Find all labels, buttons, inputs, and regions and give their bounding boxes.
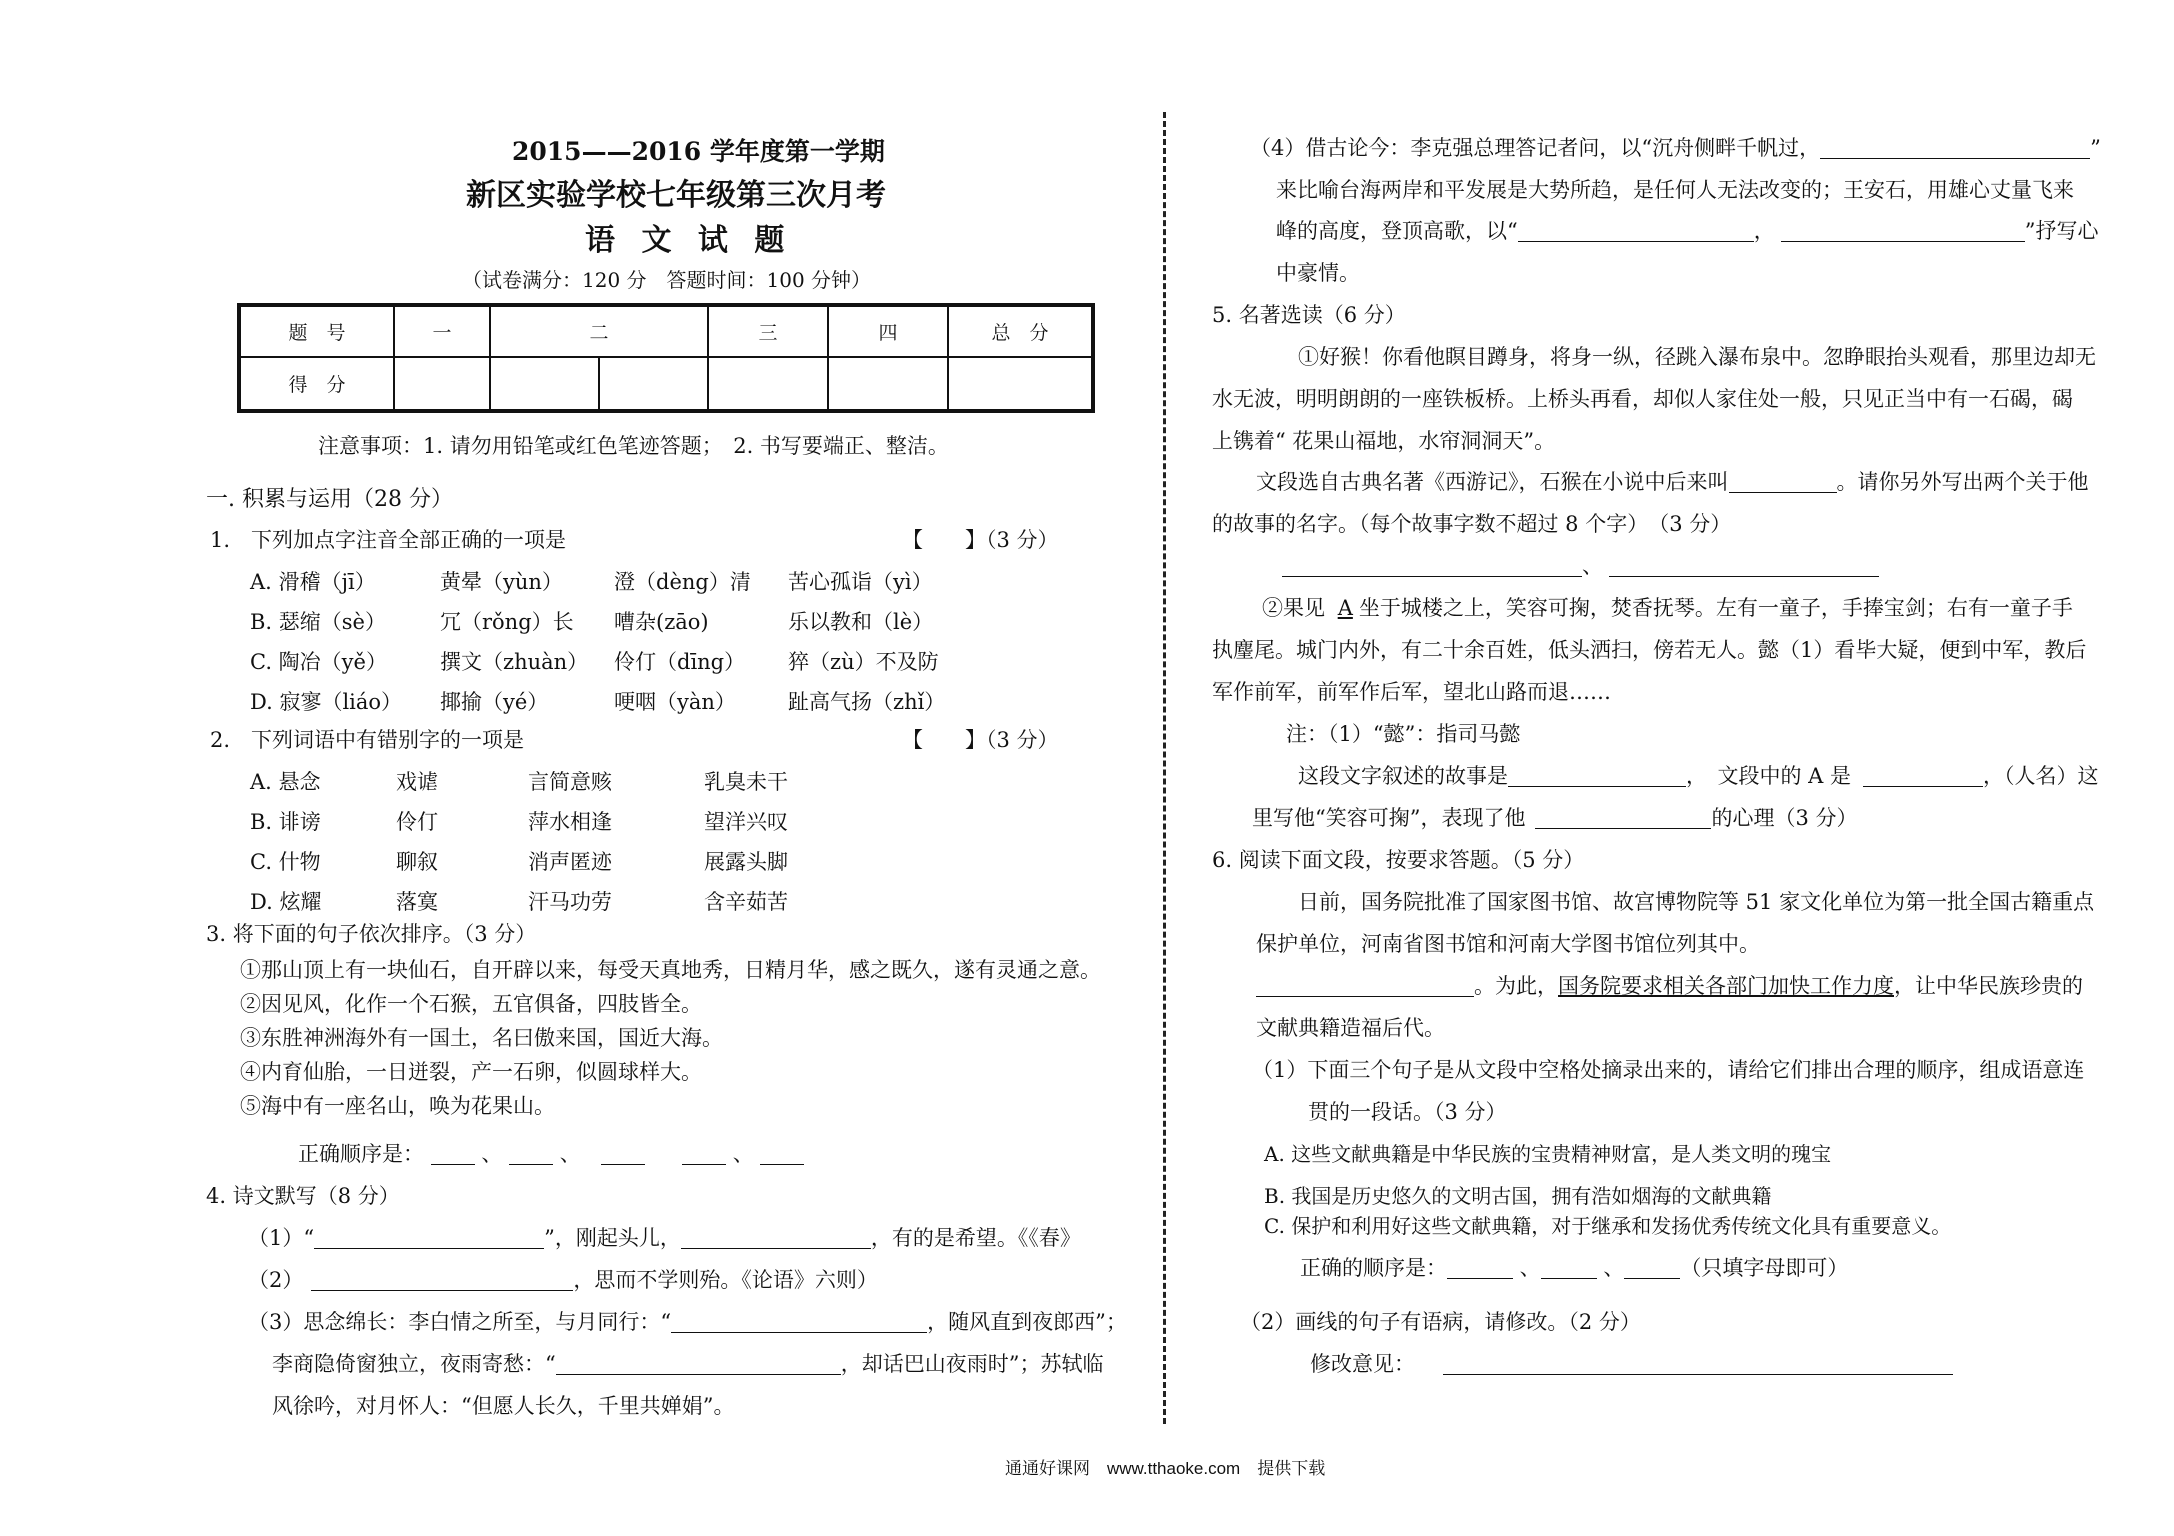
text: 。请你另外写出两个关于他 (1836, 470, 2089, 494)
q1-option: 揶揄（yé） (440, 690, 549, 714)
q6-2: （2）画线的句子有语病，请修改。（2 分） (1240, 1310, 1641, 1334)
q6-p3 (1256, 970, 2083, 1000)
q3-sentence: ①那山顶上有一块仙石，自开辟以来，每受天真地秀，日精月华，感之既久，遂有灵通之意。 (240, 958, 1101, 982)
text: ， 文段中的 A 是 (1686, 764, 1852, 788)
column-divider (1163, 112, 1166, 1424)
q3-sentence: ③东胜神洲海外有一国土，名曰傲来国，国近大海。 (240, 1026, 723, 1050)
q2-option: 言简意赅 (528, 770, 612, 794)
q5-q1-answers (1282, 550, 1879, 580)
answer-blank[interactable] (671, 1311, 927, 1333)
text: 这段文字叙述的故事是 (1298, 764, 1508, 788)
text: ”，刚起头儿， (544, 1226, 681, 1250)
text: ”抒写心 (2024, 219, 2099, 243)
answer-blank[interactable] (681, 1227, 871, 1249)
score-cell[interactable] (394, 357, 490, 411)
answer-blank[interactable] (760, 1143, 804, 1165)
q4-3 (248, 1306, 1127, 1336)
q5-p2b: 执麈尾。城门内外，有二十余百姓，低头洒扫，傍若无人。懿（1）看毕大疑，便到中军，教后 (1212, 638, 2087, 662)
score-label: 得 分 (239, 357, 394, 411)
text: 的心理（3 分） (1711, 806, 1858, 830)
q2-option: 展露头脚 (704, 850, 788, 874)
text: ， (1753, 219, 1775, 243)
text: ，（人名）这 (1983, 764, 2099, 788)
q2-stem: 2. 下列词语中有错别字的一项是 (210, 728, 525, 752)
q6-p2: 保护单位，河南省图书馆和河南大学图书馆位列其中。 (1256, 932, 1760, 956)
q3-sentence: ④内育仙胎，一日迸裂，产一石卵，似圆球样大。 (240, 1060, 702, 1084)
section1-title: 一. 积累与运用（28 分） (206, 487, 453, 512)
answer-blank[interactable] (1609, 555, 1879, 577)
exam-school: 新区实验学校七年级第三次月考 (466, 178, 886, 213)
q1-option: B. 瑟缩（sè） (250, 610, 386, 634)
text: ②果见 (1262, 596, 1325, 620)
q5-q2 (1298, 760, 2099, 790)
blank-a: A (1337, 596, 1353, 620)
q1-option: 撰文（zhuàn） (440, 650, 589, 674)
q1-option: 冗（rǒng）长 (440, 610, 574, 634)
score-table (237, 303, 1095, 413)
th-3: 三 (708, 305, 828, 357)
text: 修改意见： (1310, 1352, 1415, 1376)
q3-answer: 正确顺序是： 、 、 、 (298, 1138, 804, 1168)
text: 里写他“笑容可掬”，表现了他 (1252, 806, 1526, 830)
q3-stem: 3. 将下面的句子依次排序。（3 分） (206, 922, 537, 946)
q4-3c: 风徐吟，对月怀人：“但愿人长久，千里共婵娟”。 (272, 1394, 735, 1418)
score-cell[interactable] (948, 357, 1093, 411)
answer-blank[interactable] (1820, 137, 2090, 159)
q1-option: 猝（zù）不及防 (788, 650, 939, 674)
q1-option: D. 寂寥（liáo） (250, 690, 403, 714)
q4-4c (1276, 215, 2099, 245)
q5-p2c: 军作前军，前军作后军，望北山路而退…… (1212, 680, 1611, 704)
q3-sentence: ⑤海中有一座名山，唤为花果山。 (240, 1094, 555, 1118)
answer-blank[interactable] (1535, 807, 1711, 829)
text: ” (2090, 136, 2101, 160)
text: 。为此， (1474, 974, 1558, 998)
q6-p1: 日前，国务院批准了国家图书馆、故宫博物院等 51 家文化单位为第一批全国古籍重点 (1298, 890, 2095, 914)
th-total: 总 分 (948, 305, 1093, 357)
q1-option: C. 陶冶（yě） (250, 650, 387, 674)
answer-blank[interactable] (1508, 765, 1686, 787)
answer-blank[interactable] (1282, 555, 1582, 577)
exam-year: 2015——2016 学年度第一学期 (512, 137, 885, 166)
q2-option: 萍水相逢 (528, 810, 612, 834)
text: （2） (248, 1268, 304, 1292)
score-cell[interactable] (828, 357, 948, 411)
answer-blank[interactable] (314, 1227, 544, 1249)
text: ，有的是希望。《《春》 (870, 1226, 1081, 1250)
q4-3b (272, 1348, 1104, 1378)
answer-blank[interactable] (601, 1143, 645, 1165)
text: 、 (1582, 554, 1603, 578)
answer-blank[interactable] (1729, 471, 1837, 493)
answer-blank[interactable] (509, 1143, 553, 1165)
q5-note: 注：（1）“懿”：指司马懿 (1286, 722, 1521, 746)
q5-passage-line: ①好猴！你看他瞑目蹲身，将身一纵，径跳入瀑布泉中。忽睁眼抬头观看，那里边却无 (1298, 345, 2096, 369)
q5-q2b (1252, 802, 1858, 832)
q2-mark: 【 】（3 分） (902, 728, 1059, 752)
q2-option: C. 什物 (250, 850, 321, 874)
text: ，随风直到夜郎西”； (927, 1310, 1127, 1334)
answer-blank[interactable] (1518, 220, 1754, 242)
q1-stem: 1. 下列加点字注音全部正确的一项是 (210, 528, 567, 552)
q5-p2 (1262, 592, 2073, 622)
text: （3）思念绵长：李白情之所至，与月同行：“ (248, 1310, 672, 1334)
answer-blank[interactable] (1863, 765, 1983, 787)
q6-p4: 文献典籍造福后代。 (1256, 1016, 1445, 1040)
q1-option: 嘈杂(zāo) (614, 610, 709, 634)
text: ，让中华民族珍贵的 (1894, 974, 2083, 998)
q2-option: D. 炫耀 (250, 890, 322, 914)
q6-order: 正确的顺序是： 、 、 （只填字母即可） (1300, 1256, 1849, 1280)
answer-blank[interactable] (311, 1269, 573, 1291)
text: ，却话巴山夜雨时”；苏轼临 (840, 1352, 1104, 1376)
answer-blank[interactable] (1443, 1353, 1953, 1375)
q2-option: A. 悬念 (250, 770, 321, 794)
q1-option: 黄晕（yùn） (440, 570, 563, 594)
q5-passage-line: 水无波，明明朗朗的一座铁板桥。上桥头再看，却似人家住处一般，只见正当中有一石碣，碣 (1212, 387, 2073, 411)
q1-option: 苦心孤诣（yì） (788, 570, 933, 594)
q2-option: 伶仃 (396, 810, 438, 834)
q4-stem: 4. 诗文默写（8 分） (206, 1184, 400, 1208)
q6-option-c: C. 保护和利用好这些文献典籍，对于继承和发扬优秀传统文化具有重要意义。 (1264, 1214, 1952, 1238)
q5-q1 (1256, 466, 2089, 496)
text: ，思而不学则殆。《论语》六则） (573, 1268, 878, 1292)
text: 正确的顺序是： (1300, 1256, 1447, 1280)
q2-option: B. 诽谤 (250, 810, 321, 834)
q6-stem: 6. 阅读下面文段，按要求答题。（5 分） (1212, 848, 1585, 872)
text: （只填字母即可） (1680, 1256, 1849, 1280)
text: （4）借古论今：李克强总理答记者问，以“沉舟侧畔千帆过， (1250, 136, 1821, 160)
answer-blank[interactable] (1447, 1257, 1513, 1279)
th-2: 二 (490, 305, 708, 357)
text: 坐于城楼之上，笑容可掬，焚香抚琴。左有一童子，手捧宝剑；右有一童子手 (1358, 596, 2073, 620)
q1-mark: 【 】（3 分） (902, 528, 1059, 552)
q4-4 (1250, 132, 2101, 162)
q2-option: 望洋兴叹 (704, 810, 788, 834)
q6-2b (1310, 1348, 1953, 1378)
q2-option: 含辛茹苦 (704, 890, 788, 914)
q4-1 (248, 1222, 1081, 1252)
th-4: 四 (828, 305, 948, 357)
score-cell[interactable] (708, 357, 828, 411)
answer-blank[interactable] (431, 1143, 475, 1165)
answer-blank[interactable] (682, 1143, 726, 1165)
q4-4d: 中豪情。 (1276, 261, 1360, 285)
score-cell[interactable] (490, 357, 599, 411)
q3-answer-label: 正确顺序是： (298, 1142, 424, 1166)
answer-blank[interactable] (556, 1353, 841, 1375)
text: （1）“ (248, 1226, 315, 1250)
q5-stem: 5. 名著选读（6 分） (1212, 303, 1406, 327)
footer-watermark: 通通好课网 www.tthaoke.com 提供下载 (1005, 1459, 1326, 1478)
q1-option: 伶仃（dīng） (614, 650, 746, 674)
answer-blank[interactable] (1624, 1257, 1680, 1279)
q2-option: 落寞 (396, 890, 438, 914)
answer-blank[interactable] (1256, 975, 1474, 997)
q1-option: 澄（dèng）清 (614, 570, 751, 594)
q2-option: 汗马功劳 (528, 890, 612, 914)
exam-meta: （试卷满分：120 分 答题时间：100 分钟） (462, 268, 872, 292)
q6-option-a: A. 这些文献典籍是中华民族的宝贵精神财富，是人类文明的瑰宝 (1264, 1142, 1832, 1166)
text: 李商隐倚窗独立，夜雨寄愁：“ (272, 1352, 556, 1376)
q2-option: 聊叙 (396, 850, 438, 874)
q1-option: 哽咽（yàn） (614, 690, 736, 714)
q5-passage-line: 上镌着“ 花果山福地，水帘洞洞天”。 (1212, 429, 1556, 453)
q2-option: 戏谑 (396, 770, 438, 794)
q2-option: 乳臭未干 (704, 770, 788, 794)
q1-option: 乐以教和（lè） (788, 610, 934, 634)
q6-option-b: B. 我国是历史悠久的文明古国，拥有浩如烟海的文献典籍 (1264, 1184, 1772, 1208)
q4-2 (248, 1264, 878, 1294)
answer-blank[interactable] (1781, 220, 2025, 242)
q1-option: A. 滑稽（jī） (250, 570, 376, 594)
th-question: 题 号 (239, 305, 394, 357)
notice: 注意事项：1. 请勿用铅笔或红色笔迹答题； 2. 书写要端正、整洁。 (318, 434, 949, 458)
th-1: 一 (394, 305, 490, 357)
q6-1: （1）下面三个句子是从文段中空格处摘录出来的，请给它们排出合理的顺序，组成语意连 (1252, 1058, 2085, 1082)
text: 文段选自古典名著《西游记》，石猴在小说中后来叫 (1256, 470, 1729, 494)
q4-4b: 来比喻台海两岸和平发展是大势所趋，是任何人无法改变的；王安石，用雄心丈量飞来 (1276, 178, 2074, 202)
q1-option: 趾高气扬（zhǐ） (788, 690, 946, 714)
answer-blank[interactable] (1541, 1257, 1597, 1279)
underlined-sentence: 国务院要求相关各部门加快工作力度 (1558, 974, 1894, 998)
q2-option: 消声匿迹 (528, 850, 612, 874)
q6-1b: 贯的一段话。（3 分） (1308, 1100, 1507, 1124)
q5-q1b: 的故事的名字。（每个故事字数不超过 8 个字） （3 分） (1212, 512, 1732, 536)
score-cell[interactable] (599, 357, 708, 411)
exam-subject: 语 文 试 题 (585, 223, 793, 258)
q3-sentence: ②因见风，化作一个石猴，五官俱备，四肢皆全。 (240, 992, 702, 1016)
text: 峰的高度，登顶高歌，以“ (1276, 219, 1518, 243)
